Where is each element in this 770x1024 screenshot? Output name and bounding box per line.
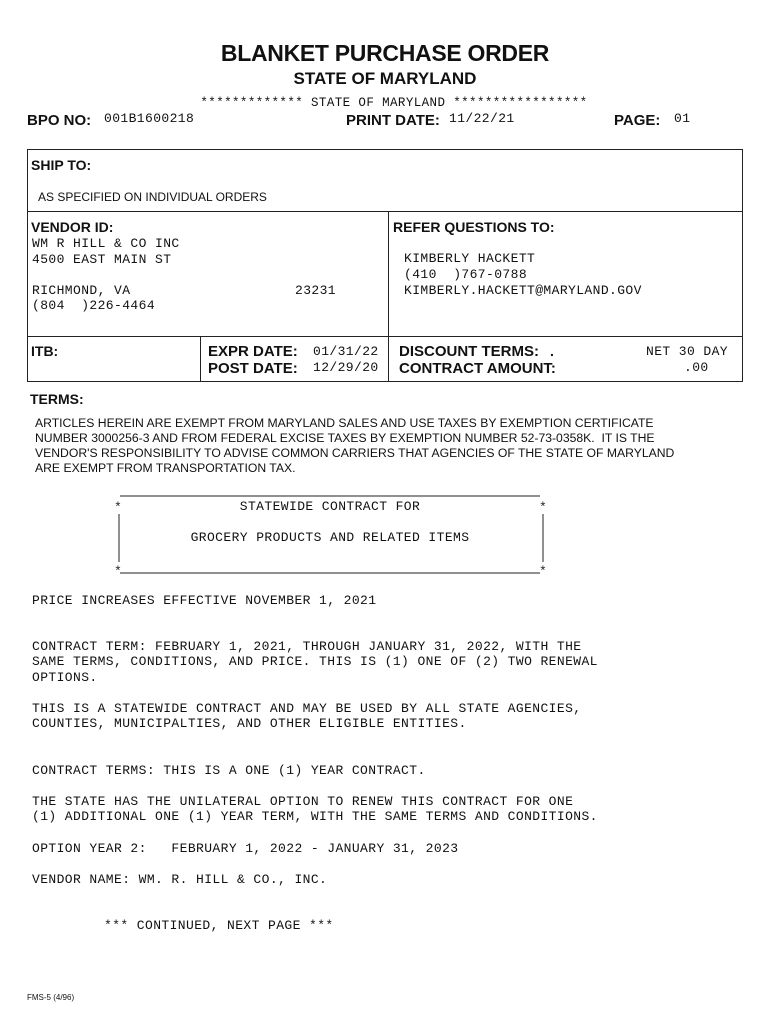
vendor-id-label: VENDOR ID: — [31, 219, 114, 235]
body-text: THIS IS A STATEWIDE CONTRACT AND MAY BE USED BY ALL STATE AGENCIES, — [32, 701, 582, 716]
svg-text:*: * — [539, 564, 547, 579]
contract-box-line-1: STATEWIDE CONTRACT FOR — [239, 499, 421, 514]
discount-terms-value: NET 30 DAY — [646, 344, 729, 359]
contract-amount-label: CONTRACT AMOUNT: — [399, 360, 556, 377]
body-text: COUNTIES, MUNICIPALTIES, AND OTHER ELIGIBLE ENTITIES. — [32, 716, 467, 731]
body-text: (1) ADDITIONAL ONE (1) YEAR TERM, WITH THE SAME TERMS AND CONDITIONS. — [32, 809, 598, 824]
divider — [388, 211, 389, 382]
svg-text:*: * — [114, 500, 122, 515]
divider — [27, 211, 743, 212]
state-banner: ************* STATE OF MARYLAND ***************** — [200, 96, 588, 110]
contract-box-line-2: GROCERY PRODUCTS AND RELATED ITEMS — [190, 530, 470, 545]
vendor-street: 4500 EAST MAIN ST — [32, 252, 172, 267]
continued-note: *** CONTINUED, NEXT PAGE *** — [104, 918, 334, 933]
terms-line: ARE EXEMPT FROM TRANSPORTATION TAX. — [35, 461, 296, 475]
discount-terms-label: DISCOUNT TERMS: — [399, 343, 539, 360]
vendor-phone: (804 )226-4464 — [32, 298, 156, 313]
vendor-city: RICHMOND, VA — [32, 283, 131, 298]
contact-name: KIMBERLY HACKETT — [404, 251, 536, 266]
itb-label: ITB: — [31, 343, 59, 359]
page-label: PAGE: — [614, 112, 661, 129]
bpo-number-label: BPO NO: — [27, 112, 92, 129]
divider — [27, 336, 743, 337]
body-text: THE STATE HAS THE UNILATERAL OPTION TO RENEW THIS CONTRACT FOR ONE — [32, 794, 574, 809]
divider — [200, 336, 201, 382]
svg-text:*: * — [539, 500, 547, 515]
body-text: PRICE INCREASES EFFECTIVE NOVEMBER 1, 2021 — [32, 593, 377, 608]
discount-terms-dot: . — [550, 343, 554, 359]
form-id: FMS-5 (4/96) — [27, 993, 75, 1002]
body-text: VENDOR NAME: WM. R. HILL & CO., INC. — [32, 872, 328, 887]
contact-phone: (410 )767-0788 — [404, 267, 528, 282]
body-text: SAME TERMS, CONDITIONS, AND PRICE. THIS IS (1) ONE OF (2) TWO RENEWAL — [32, 654, 598, 669]
document-subtitle: STATE OF MARYLAND — [293, 69, 477, 88]
terms-line: ARTICLES HEREIN ARE EXEMPT FROM MARYLAND SALES AND USE TAXES BY EXEMPTION CERTIFICATE — [35, 416, 654, 430]
body-text: OPTION YEAR 2: FEBRUARY 1, 2022 - JANUARY 31, 2023 — [32, 841, 459, 856]
vendor-zip: 23231 — [295, 283, 337, 298]
ship-to-label: SHIP TO: — [31, 157, 92, 173]
document-title: BLANKET PURCHASE ORDER — [220, 40, 550, 66]
body-text: CONTRACT TERMS: THIS IS A ONE (1) YEAR CONTRACT. — [32, 763, 426, 778]
contract-amount-value: .00 — [684, 360, 709, 375]
body-text: OPTIONS. — [32, 670, 98, 685]
contact-email: KIMBERLY.HACKETT@MARYLAND.GOV — [404, 283, 642, 298]
terms-label: TERMS: — [30, 391, 84, 407]
post-date-label: POST DATE: — [208, 360, 298, 377]
terms-line: NUMBER 3000256-3 AND FROM FEDERAL EXCISE TAXES BY EXEMPTION NUMBER 52-73-0358K. IT IS THE — [35, 431, 655, 445]
ship-to-value: AS SPECIFIED ON INDIVIDUAL ORDERS — [38, 190, 267, 204]
svg-text:*: * — [114, 564, 122, 579]
body-text: CONTRACT TERM: FEBRUARY 1, 2021, THROUGH JANUARY 31, 2022, WITH THE — [32, 639, 582, 654]
page-value: 01 — [674, 111, 691, 126]
expr-date-value: 01/31/22 — [313, 344, 379, 359]
expr-date-label: EXPR DATE: — [208, 343, 298, 360]
refer-questions-label: REFER QUESTIONS TO: — [393, 219, 555, 235]
print-date-value: 11/22/21 — [449, 111, 515, 126]
post-date-value: 12/29/20 — [313, 360, 379, 375]
terms-line: VENDOR'S RESPONSIBILITY TO ADVISE COMMON CARRIERS THAT AGENCIES OF THE STATE OF MARYLAND — [35, 446, 675, 460]
bpo-number-value: 001B1600218 — [104, 111, 195, 126]
vendor-name: WM R HILL & CO INC — [32, 236, 180, 251]
print-date-label: PRINT DATE: — [346, 112, 440, 129]
